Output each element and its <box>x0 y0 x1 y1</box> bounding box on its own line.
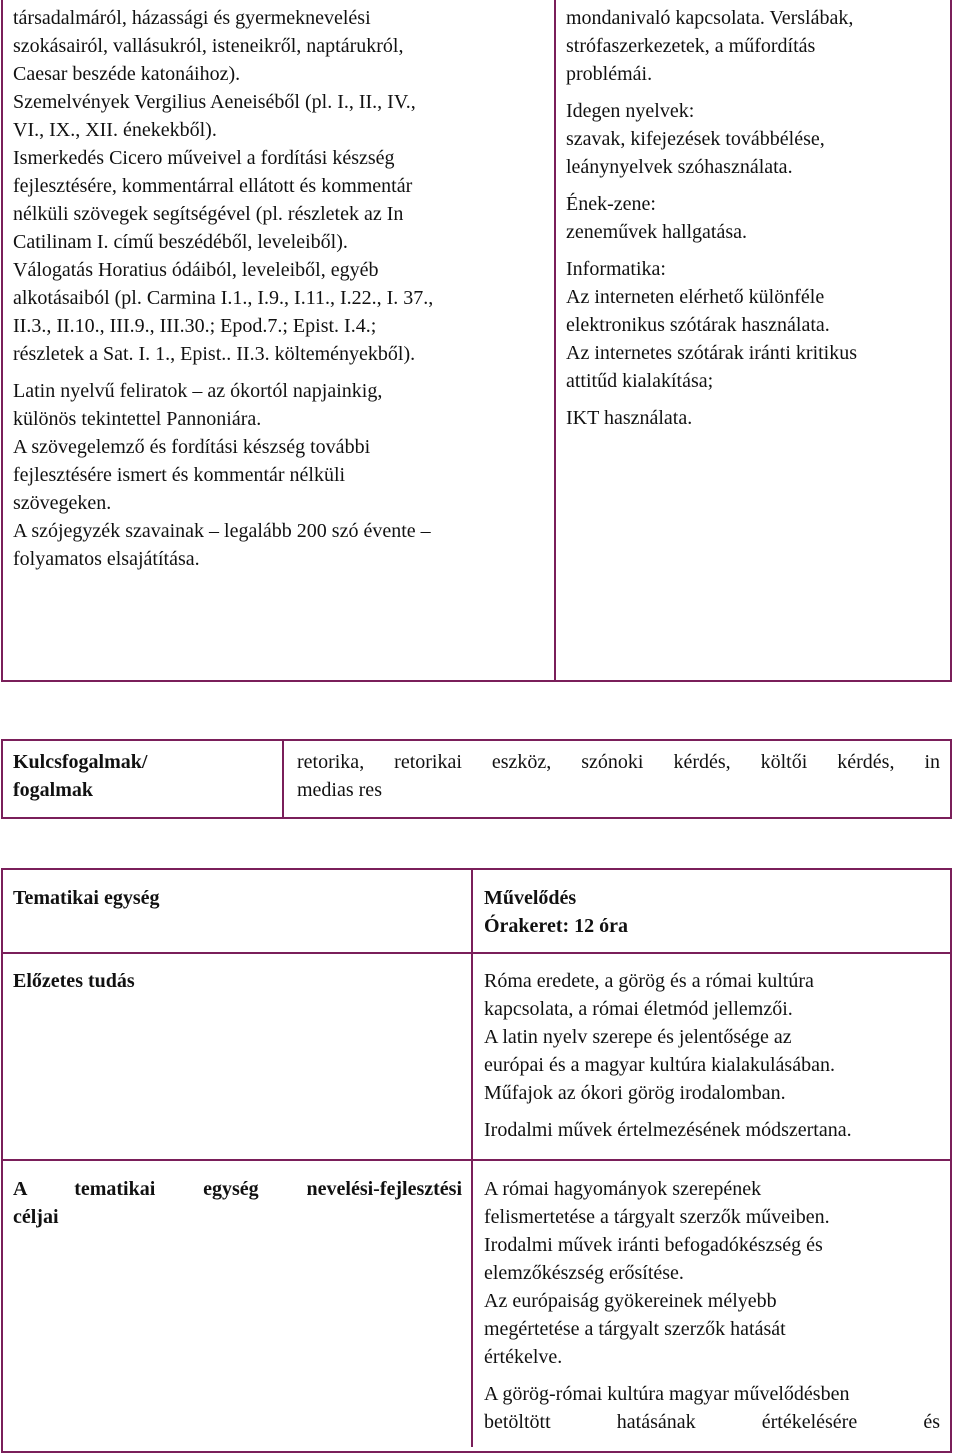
text-line: Az interneten elérhető különféle <box>566 286 825 308</box>
text-line: értékelve. <box>484 1346 563 1368</box>
text-line: kapcsolata, a római életmód jellemzői. <box>484 998 793 1020</box>
text-line: felismertetése a tárgyalt szerzők műveiben. <box>484 1206 830 1228</box>
goals-value <box>484 1175 940 1436</box>
text-line: szavak, kifejezések továbbélése, <box>566 128 825 150</box>
thematic-unit-title: Művelődés <box>484 887 577 909</box>
text-line: részletek a Sat. I. 1., Epist.. II.3. költeményekből). <box>13 343 416 365</box>
text-line: A szövegelemző és fordítási készség további <box>13 436 371 458</box>
text-line: különös tekintettel Pannoniára. <box>13 408 262 430</box>
text-line: Irodalmi művek értelmezésének módszertana. <box>484 1119 852 1141</box>
text-line: Műfajok az ókori görög irodalomban. <box>484 1082 786 1104</box>
text-line: zeneművek hallgatása. <box>566 221 748 243</box>
text-line: európai és a magyar kultúra kialakulásában. <box>484 1054 835 1076</box>
text-line: folyamatos elsajátítása. <box>13 548 200 570</box>
text-line: Róma eredete, a görög és a római kultúra <box>484 970 814 992</box>
text-line: Latin nyelvű feliratok – az ókortól napjainkig, <box>13 380 383 402</box>
text-line: Catilinam I. című beszédéből, leveleiből). <box>13 231 348 253</box>
text-line: A latin nyelv szerepe és jelentősége az <box>484 1026 792 1048</box>
keywords-value <box>297 748 940 804</box>
text-line: Ismerkedés Cicero műveivel a fordítási készség <box>13 147 395 169</box>
thematic-unit-label-text: Tematikai egység <box>13 887 160 909</box>
text-line: betöltött hatásának értékelésére és <box>484 1411 940 1433</box>
goals-label <box>13 1175 462 1231</box>
subject-heading: Idegen nyelvek: <box>566 100 695 122</box>
text-line: fejlesztésére ismert és kommentár nélküli <box>13 464 346 486</box>
content-table-divider <box>554 0 556 682</box>
text-line: A görög-római kultúra magyar művelődésben <box>484 1383 850 1405</box>
text-line: IKT használata. <box>566 407 693 429</box>
text-line: megértetése a tárgyalt szerzők hatását <box>484 1318 786 1340</box>
text-line: strófaszerkezetek, a műfordítás <box>566 35 816 57</box>
text-line: Szemelvények Vergilius Aeneiséből (pl. I., II., IV., <box>13 91 416 113</box>
keywords-table-divider <box>282 741 284 817</box>
unit-row-divider <box>3 1159 950 1161</box>
text-line: társadalmáról, házassági és gyermeknevelési <box>13 7 371 29</box>
text-line: A római hagyományok szerepének <box>484 1178 762 1200</box>
text-line: Caesar beszéde katonáihoz). <box>13 63 241 85</box>
prior-knowledge-label <box>13 967 463 995</box>
goals-label-line: céljai <box>13 1206 59 1228</box>
text-line: attitűd kialakítása; <box>566 370 714 392</box>
text-line: problémái. <box>566 63 653 85</box>
text-line: mondanivaló kapcsolata. Verslábak, <box>566 7 854 29</box>
thematic-unit-value <box>484 884 944 940</box>
text-line: Az európaiság gyökereinek mélyebb <box>484 1290 777 1312</box>
text-line: szokásairól, vallásukról, isteneikről, naptárukról, <box>13 35 404 57</box>
prior-knowledge-value <box>484 967 944 1144</box>
content-left-column <box>13 4 548 573</box>
text-line: elemzőkészség erősítése. <box>484 1262 684 1284</box>
text-line: elektronikus szótárak használata. <box>566 314 830 336</box>
time-frame: Órakeret: 12 óra <box>484 915 629 937</box>
text-line: VI., IX., XII. énekekből). <box>13 119 217 141</box>
content-right-column <box>566 4 946 432</box>
goals-label-line: A tematikai egység nevelési-fejlesztési <box>13 1178 462 1200</box>
text-line: fejlesztésére, kommentárral ellátott és kommentár <box>13 175 413 197</box>
thematic-unit-label <box>13 884 463 912</box>
text-line: szövegeken. <box>13 492 112 514</box>
keywords-label-line: Kulcsfogalmak/ <box>13 751 148 773</box>
keywords-value-line: medias res <box>297 779 382 801</box>
keywords-value-line: retorika, retorikai eszköz, szónoki kérdés, költői kérdés, in <box>297 751 940 773</box>
text-line: A szójegyzék szavainak – legalább 200 szó évente – <box>13 520 431 542</box>
text-line: Válogatás Horatius ódáiból, leveleiből, egyéb <box>13 259 379 281</box>
subject-heading: Informatika: <box>566 258 666 280</box>
unit-row-divider <box>3 952 950 954</box>
text-line: leánynyelvek szóhasználata. <box>566 156 793 178</box>
text-line: alkotásaiból (pl. Carmina I.1., I.9., I.11., I.22., I. 37., <box>13 287 434 309</box>
keywords-label-line: fogalmak <box>13 779 93 801</box>
text-line: nélküli szövegek segítségével (pl. részletek az In <box>13 203 404 225</box>
text-line: Irodalmi művek iránti befogadókészség és <box>484 1234 823 1256</box>
text-line: II.3., II.10., III.9., III.30.; Epod.7.; Epist. I.4.; <box>13 315 377 337</box>
keywords-label <box>13 748 275 804</box>
subject-heading: Ének-zene: <box>566 193 656 215</box>
text-line: Az internetes szótárak iránti kritikus <box>566 342 858 364</box>
prior-knowledge-label-text: Előzetes tudás <box>13 970 135 992</box>
